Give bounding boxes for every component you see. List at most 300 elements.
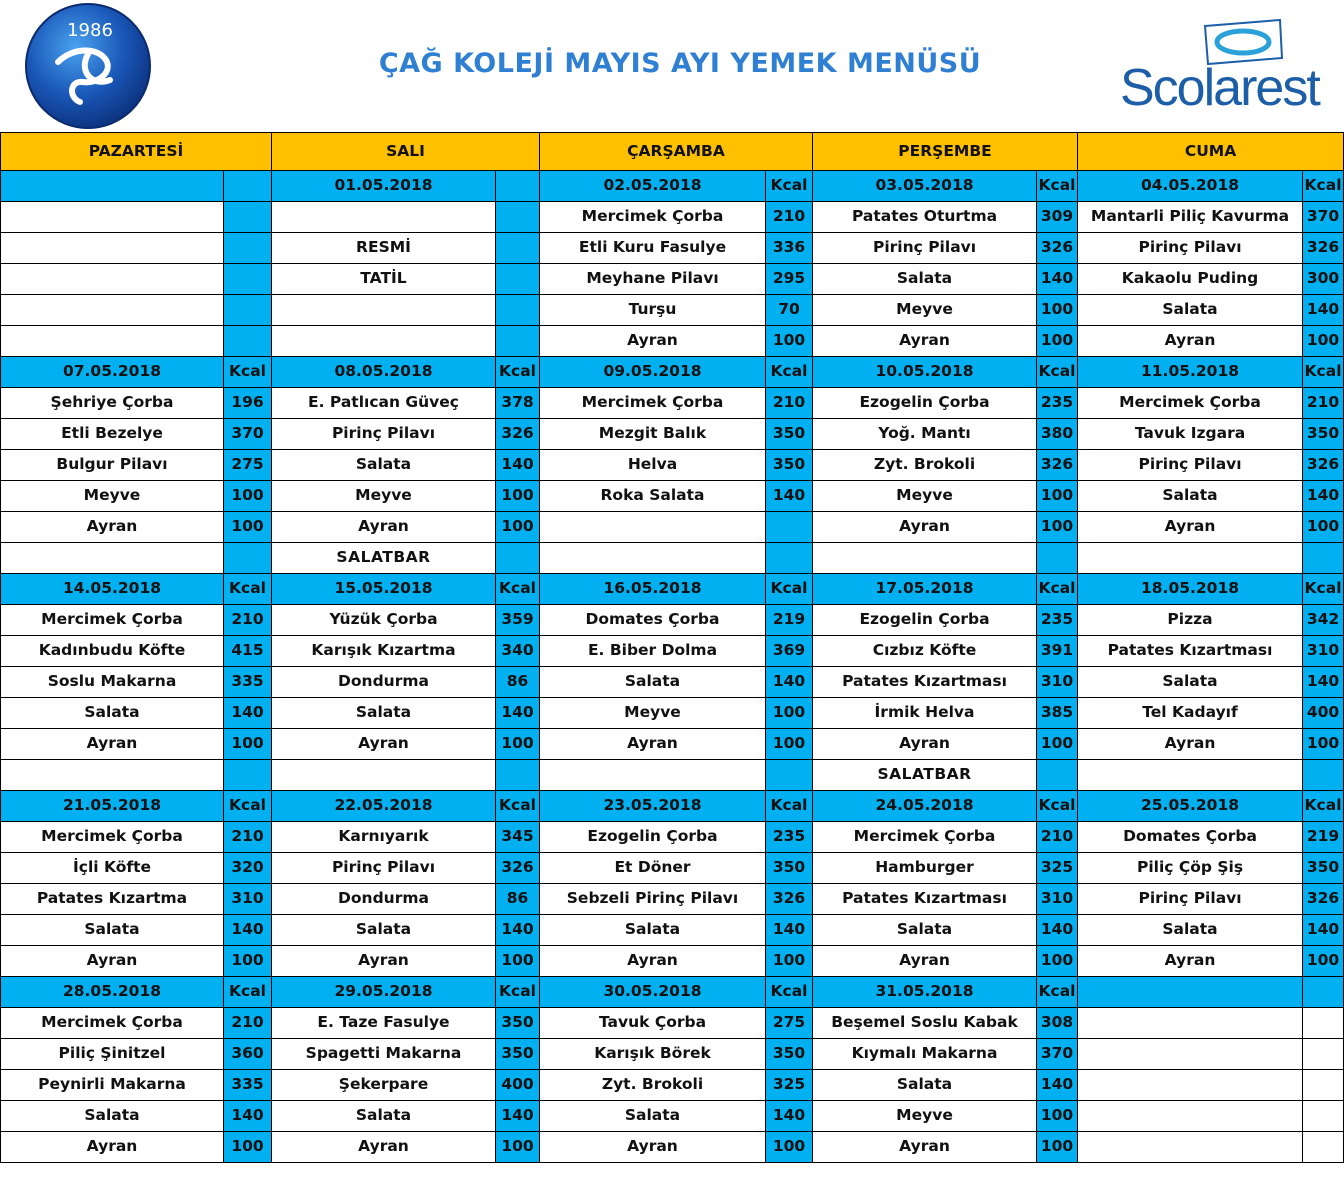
kcal-cell: 70 bbox=[766, 295, 813, 326]
kcal-cell: 320 bbox=[224, 853, 272, 884]
dish-cell: Tel Kadayıf bbox=[1078, 698, 1303, 729]
kcal-cell bbox=[1303, 760, 1344, 791]
dish-cell: Şekerpare bbox=[272, 1070, 496, 1101]
kcal-header: Kcal bbox=[1303, 357, 1344, 388]
dish-cell: Ayran bbox=[1078, 946, 1303, 977]
menu-row bbox=[1, 915, 1344, 946]
kcal-cell: 100 bbox=[224, 481, 272, 512]
brand-name: Scolarest bbox=[1120, 59, 1319, 117]
kcal-cell: 360 bbox=[224, 1039, 272, 1070]
dish-cell: Domates Çorba bbox=[540, 605, 766, 636]
dish-cell: Pirinç Pilavı bbox=[1078, 884, 1303, 915]
kcal-cell bbox=[766, 760, 813, 791]
kcal-header: Kcal bbox=[1037, 977, 1078, 1008]
kcal-cell: 140 bbox=[1037, 915, 1078, 946]
kcal-header: Kcal bbox=[766, 357, 813, 388]
kcal-cell: 310 bbox=[1037, 884, 1078, 915]
kcal-cell: 100 bbox=[1303, 512, 1344, 543]
dish-cell bbox=[272, 202, 496, 233]
dish-cell: Zyt. Brokoli bbox=[540, 1070, 766, 1101]
menu-row bbox=[1, 233, 1344, 264]
kcal-cell: 385 bbox=[1037, 698, 1078, 729]
menu-row bbox=[1, 884, 1344, 915]
kcal-header: Kcal bbox=[766, 977, 813, 1008]
dish-cell: Salata bbox=[272, 915, 496, 946]
kcal-cell: 86 bbox=[496, 667, 540, 698]
dish-cell bbox=[540, 543, 766, 574]
kcal-header: Kcal bbox=[1303, 574, 1344, 605]
dish-cell: Ayran bbox=[813, 946, 1037, 977]
menu-row bbox=[1, 636, 1344, 667]
date-row bbox=[1, 791, 1344, 822]
dish-cell: Ayran bbox=[272, 946, 496, 977]
dish-cell: Pizza bbox=[1078, 605, 1303, 636]
dish-cell: Salata bbox=[1078, 915, 1303, 946]
kcal-cell: 100 bbox=[766, 946, 813, 977]
dish-cell: Spagetti Makarna bbox=[272, 1039, 496, 1070]
dish-cell: Salata bbox=[272, 450, 496, 481]
date-cell: 29.05.2018 bbox=[272, 977, 496, 1008]
dish-cell: Ezogelin Çorba bbox=[813, 605, 1037, 636]
dish-cell: Patates Oturtma bbox=[813, 202, 1037, 233]
kcal-cell: 325 bbox=[1037, 853, 1078, 884]
kcal-cell: 210 bbox=[1037, 822, 1078, 853]
kcal-cell bbox=[224, 202, 272, 233]
dish-cell: Patates Kızartması bbox=[1078, 636, 1303, 667]
kcal-cell: 140 bbox=[496, 698, 540, 729]
kcal-cell: 210 bbox=[224, 605, 272, 636]
kcal-cell bbox=[496, 233, 540, 264]
kcal-cell: 400 bbox=[1303, 698, 1344, 729]
dish-cell bbox=[1, 233, 224, 264]
dish-cell: Ayran bbox=[813, 326, 1037, 357]
dish-cell bbox=[272, 295, 496, 326]
kcal-cell: 370 bbox=[1303, 202, 1344, 233]
menu-row bbox=[1, 481, 1344, 512]
kcal-header: Kcal bbox=[1037, 357, 1078, 388]
date-row bbox=[1, 977, 1344, 1008]
kcal-header: Kcal bbox=[766, 791, 813, 822]
dish-cell: Salata bbox=[272, 698, 496, 729]
kcal-cell: 140 bbox=[1303, 667, 1344, 698]
kcal-header bbox=[496, 171, 540, 202]
dish-cell bbox=[1078, 1132, 1303, 1163]
kcal-cell: 100 bbox=[766, 326, 813, 357]
day-header: ÇARŞAMBA bbox=[540, 133, 813, 171]
dish-cell: Ayran bbox=[540, 326, 766, 357]
dish-cell: Ayran bbox=[1078, 326, 1303, 357]
dish-cell: Zyt. Brokoli bbox=[813, 450, 1037, 481]
kcal-cell: 140 bbox=[766, 667, 813, 698]
kcal-cell: 308 bbox=[1037, 1008, 1078, 1039]
kcal-cell: 380 bbox=[1037, 419, 1078, 450]
kcal-cell bbox=[224, 233, 272, 264]
kcal-cell: 100 bbox=[224, 512, 272, 543]
kcal-cell bbox=[766, 512, 813, 543]
dish-cell: Ayran bbox=[1, 512, 224, 543]
menu-row bbox=[1, 388, 1344, 419]
kcal-cell: 400 bbox=[496, 1070, 540, 1101]
dish-cell: Meyve bbox=[813, 481, 1037, 512]
dish-cell: Ayran bbox=[272, 729, 496, 760]
kcal-cell: 326 bbox=[1037, 450, 1078, 481]
kcal-cell: 100 bbox=[1037, 729, 1078, 760]
kcal-cell: 310 bbox=[224, 884, 272, 915]
kcal-header: Kcal bbox=[766, 171, 813, 202]
kcal-cell: 140 bbox=[766, 915, 813, 946]
dish-cell: Piliç Şinitzel bbox=[1, 1039, 224, 1070]
kcal-cell: 100 bbox=[1303, 729, 1344, 760]
kcal-cell: 309 bbox=[1037, 202, 1078, 233]
kcal-cell: 235 bbox=[766, 822, 813, 853]
kcal-cell: 370 bbox=[1037, 1039, 1078, 1070]
kcal-cell: 140 bbox=[1037, 264, 1078, 295]
menu-table bbox=[0, 132, 1344, 1163]
kcal-header: Kcal bbox=[1037, 574, 1078, 605]
date-cell: 09.05.2018 bbox=[540, 357, 766, 388]
date-cell: 30.05.2018 bbox=[540, 977, 766, 1008]
dish-cell: TATİL bbox=[272, 264, 496, 295]
kcal-cell: 350 bbox=[766, 1039, 813, 1070]
dish-cell: Salata bbox=[813, 915, 1037, 946]
dish-cell bbox=[1078, 760, 1303, 791]
menu-row bbox=[1, 605, 1344, 636]
dish-cell: Ayran bbox=[1, 729, 224, 760]
kcal-cell: 140 bbox=[766, 481, 813, 512]
kcal-cell: 140 bbox=[224, 1101, 272, 1132]
date-cell: 01.05.2018 bbox=[272, 171, 496, 202]
dish-cell bbox=[272, 760, 496, 791]
kcal-cell: 326 bbox=[496, 419, 540, 450]
dish-cell bbox=[1078, 1101, 1303, 1132]
day-header-row bbox=[1, 133, 1344, 171]
date-cell: 10.05.2018 bbox=[813, 357, 1037, 388]
dish-cell bbox=[813, 543, 1037, 574]
kcal-cell: 100 bbox=[766, 698, 813, 729]
kcal-cell: 86 bbox=[496, 884, 540, 915]
date-cell: 15.05.2018 bbox=[272, 574, 496, 605]
kcal-header: Kcal bbox=[224, 357, 272, 388]
menu-row bbox=[1, 202, 1344, 233]
salatbar-note: SALATBAR bbox=[272, 543, 496, 574]
dish-cell: Yüzük Çorba bbox=[272, 605, 496, 636]
dish-cell: Ezogelin Çorba bbox=[540, 822, 766, 853]
dish-cell: Ayran bbox=[540, 946, 766, 977]
dish-cell: Salata bbox=[1, 1101, 224, 1132]
menu-row bbox=[1, 760, 1344, 791]
kcal-cell: 100 bbox=[1037, 295, 1078, 326]
dish-cell: Ayran bbox=[1078, 512, 1303, 543]
scolarest-logo bbox=[1110, 18, 1330, 128]
kcal-cell bbox=[1037, 543, 1078, 574]
kcal-cell bbox=[1303, 1132, 1344, 1163]
kcal-cell bbox=[224, 760, 272, 791]
kcal-cell: 359 bbox=[496, 605, 540, 636]
kcal-cell: 210 bbox=[224, 822, 272, 853]
dish-cell: Salata bbox=[1, 698, 224, 729]
dish-cell: Pirinç Pilavı bbox=[813, 233, 1037, 264]
menu-row bbox=[1, 326, 1344, 357]
dish-cell: Ayran bbox=[1078, 729, 1303, 760]
dish-cell: Meyhane Pilavı bbox=[540, 264, 766, 295]
dish-cell: Sebzeli Pirinç Pilavı bbox=[540, 884, 766, 915]
menu-row bbox=[1, 946, 1344, 977]
day-header: CUMA bbox=[1078, 133, 1344, 171]
menu-row bbox=[1, 853, 1344, 884]
dish-cell: Salata bbox=[540, 1101, 766, 1132]
menu-row bbox=[1, 295, 1344, 326]
kcal-cell: 335 bbox=[224, 1070, 272, 1101]
kcal-cell: 100 bbox=[1303, 946, 1344, 977]
kcal-cell bbox=[1303, 1101, 1344, 1132]
date-row bbox=[1, 171, 1344, 202]
kcal-header: Kcal bbox=[1037, 791, 1078, 822]
dish-cell bbox=[1, 760, 224, 791]
dish-cell: Turşu bbox=[540, 295, 766, 326]
kcal-cell bbox=[1303, 1008, 1344, 1039]
date-cell: 07.05.2018 bbox=[1, 357, 224, 388]
kcal-cell: 350 bbox=[1303, 853, 1344, 884]
dish-cell: Karnıyarık bbox=[272, 822, 496, 853]
kcal-cell: 140 bbox=[1303, 481, 1344, 512]
kcal-cell: 100 bbox=[766, 1132, 813, 1163]
kcal-cell bbox=[496, 295, 540, 326]
dish-cell: Meyve bbox=[813, 1101, 1037, 1132]
dish-cell: Cızbız Köfte bbox=[813, 636, 1037, 667]
kcal-cell: 325 bbox=[766, 1070, 813, 1101]
dish-cell: Pirinç Pilavı bbox=[1078, 233, 1303, 264]
day-header: PAZARTESİ bbox=[1, 133, 272, 171]
kcal-cell bbox=[224, 295, 272, 326]
kcal-header: Kcal bbox=[1303, 171, 1344, 202]
dish-cell: Karışık Börek bbox=[540, 1039, 766, 1070]
menu-row bbox=[1, 1039, 1344, 1070]
kcal-cell: 100 bbox=[224, 946, 272, 977]
dish-cell: Salata bbox=[272, 1101, 496, 1132]
date-cell: 17.05.2018 bbox=[813, 574, 1037, 605]
kcal-cell: 219 bbox=[766, 605, 813, 636]
menu-row bbox=[1, 1101, 1344, 1132]
menu-row bbox=[1, 543, 1344, 574]
kcal-header: Kcal bbox=[1037, 171, 1078, 202]
kcal-header: Kcal bbox=[496, 791, 540, 822]
menu-row bbox=[1, 1132, 1344, 1163]
kcal-cell: 140 bbox=[1303, 915, 1344, 946]
menu-row bbox=[1, 1008, 1344, 1039]
dish-cell: Mezgit Balık bbox=[540, 419, 766, 450]
date-cell: 14.05.2018 bbox=[1, 574, 224, 605]
dish-cell: Mercimek Çorba bbox=[1, 1008, 224, 1039]
kcal-cell: 140 bbox=[224, 915, 272, 946]
date-cell: 02.05.2018 bbox=[540, 171, 766, 202]
dish-cell: Salata bbox=[813, 1070, 1037, 1101]
kcal-cell: 295 bbox=[766, 264, 813, 295]
dish-cell: Patates Kızartma bbox=[1, 884, 224, 915]
date-cell: 31.05.2018 bbox=[813, 977, 1037, 1008]
dish-cell: Karışık Kızartma bbox=[272, 636, 496, 667]
kcal-cell: 326 bbox=[766, 884, 813, 915]
kcal-header: Kcal bbox=[224, 791, 272, 822]
menu-row bbox=[1, 419, 1344, 450]
kcal-cell: 369 bbox=[766, 636, 813, 667]
dish-cell: Ayran bbox=[1, 946, 224, 977]
kcal-cell: 210 bbox=[1303, 388, 1344, 419]
dish-cell: Bulgur Pilavı bbox=[1, 450, 224, 481]
dish-cell bbox=[1, 202, 224, 233]
kcal-cell: 370 bbox=[224, 419, 272, 450]
kcal-header bbox=[224, 171, 272, 202]
kcal-cell: 100 bbox=[1037, 1101, 1078, 1132]
dish-cell: Ayran bbox=[272, 512, 496, 543]
kcal-cell: 219 bbox=[1303, 822, 1344, 853]
dish-cell: Kakaolu Puding bbox=[1078, 264, 1303, 295]
kcal-cell: 326 bbox=[1037, 233, 1078, 264]
kcal-cell: 310 bbox=[1303, 636, 1344, 667]
dish-cell bbox=[1078, 543, 1303, 574]
dish-cell bbox=[1, 326, 224, 357]
kcal-cell: 310 bbox=[1037, 667, 1078, 698]
dish-cell bbox=[1078, 1039, 1303, 1070]
kcal-cell: 140 bbox=[1303, 295, 1344, 326]
date-cell: 03.05.2018 bbox=[813, 171, 1037, 202]
dish-cell: İçli Köfte bbox=[1, 853, 224, 884]
kcal-cell: 378 bbox=[496, 388, 540, 419]
dish-cell: Dondurma bbox=[272, 884, 496, 915]
kcal-cell: 300 bbox=[1303, 264, 1344, 295]
kcal-cell: 235 bbox=[1037, 388, 1078, 419]
dish-cell: Meyve bbox=[272, 481, 496, 512]
dish-cell bbox=[540, 760, 766, 791]
dish-cell: Mercimek Çorba bbox=[540, 202, 766, 233]
dish-cell: Ayran bbox=[540, 1132, 766, 1163]
dish-cell: Pirinç Pilavı bbox=[272, 419, 496, 450]
dish-cell: Dondurma bbox=[272, 667, 496, 698]
kcal-cell: 100 bbox=[1037, 1132, 1078, 1163]
kcal-cell: 326 bbox=[1303, 233, 1344, 264]
kcal-cell: 100 bbox=[496, 729, 540, 760]
dish-cell: Pirinç Pilavı bbox=[272, 853, 496, 884]
kcal-cell bbox=[224, 326, 272, 357]
menu-row bbox=[1, 450, 1344, 481]
kcal-cell bbox=[496, 326, 540, 357]
dish-cell bbox=[1, 295, 224, 326]
page-title: ÇAĞ KOLEJİ MAYIS AYI YEMEK MENÜSÜ bbox=[378, 48, 982, 79]
dish-cell: Piliç Çöp Şiş bbox=[1078, 853, 1303, 884]
dish-cell: E. Taze Fasulye bbox=[272, 1008, 496, 1039]
kcal-cell: 350 bbox=[766, 450, 813, 481]
date-cell: 16.05.2018 bbox=[540, 574, 766, 605]
kcal-cell bbox=[1303, 1039, 1344, 1070]
dish-cell: Tavuk Izgara bbox=[1078, 419, 1303, 450]
kcal-cell: 196 bbox=[224, 388, 272, 419]
date-cell: 21.05.2018 bbox=[1, 791, 224, 822]
kcal-cell: 140 bbox=[1037, 1070, 1078, 1101]
dish-cell: Salata bbox=[1078, 295, 1303, 326]
dish-cell bbox=[1078, 1008, 1303, 1039]
dish-cell bbox=[1, 543, 224, 574]
date-cell: 08.05.2018 bbox=[272, 357, 496, 388]
kcal-cell: 140 bbox=[496, 450, 540, 481]
dish-cell: E. Biber Dolma bbox=[540, 636, 766, 667]
dish-cell: Salata bbox=[540, 667, 766, 698]
dish-cell: Ezogelin Çorba bbox=[813, 388, 1037, 419]
kcal-cell: 350 bbox=[496, 1008, 540, 1039]
svg-text:1986: 1986 bbox=[67, 20, 113, 41]
dish-cell: Ayran bbox=[813, 729, 1037, 760]
dish-cell: Ayran bbox=[813, 512, 1037, 543]
kcal-header: Kcal bbox=[766, 574, 813, 605]
kcal-cell bbox=[224, 264, 272, 295]
dish-cell: Ayran bbox=[1, 1132, 224, 1163]
kcal-cell: 210 bbox=[766, 202, 813, 233]
dish-cell: Ayran bbox=[540, 729, 766, 760]
day-header: PERŞEMBE bbox=[813, 133, 1078, 171]
kcal-cell: 210 bbox=[224, 1008, 272, 1039]
kcal-cell: 235 bbox=[1037, 605, 1078, 636]
kcal-cell: 100 bbox=[224, 729, 272, 760]
kcal-cell: 210 bbox=[766, 388, 813, 419]
date-cell: 04.05.2018 bbox=[1078, 171, 1303, 202]
kcal-cell bbox=[1037, 760, 1078, 791]
dish-cell: İrmik Helva bbox=[813, 698, 1037, 729]
dish-cell: Hamburger bbox=[813, 853, 1037, 884]
kcal-cell: 100 bbox=[496, 946, 540, 977]
dish-cell: Etli Kuru Fasulye bbox=[540, 233, 766, 264]
dish-cell: Salata bbox=[1, 915, 224, 946]
date-row bbox=[1, 357, 1344, 388]
day-header: SALI bbox=[272, 133, 540, 171]
kcal-cell: 100 bbox=[496, 481, 540, 512]
dish-cell: Kıymalı Makarna bbox=[813, 1039, 1037, 1070]
kcal-cell: 140 bbox=[766, 1101, 813, 1132]
kcal-cell: 350 bbox=[1303, 419, 1344, 450]
dish-cell: Mercimek Çorba bbox=[1, 822, 224, 853]
kcal-cell: 100 bbox=[1037, 481, 1078, 512]
kcal-cell bbox=[496, 264, 540, 295]
dish-cell: Soslu Makarna bbox=[1, 667, 224, 698]
date-row bbox=[1, 574, 1344, 605]
kcal-cell: 350 bbox=[766, 419, 813, 450]
kcal-header: Kcal bbox=[224, 574, 272, 605]
kcal-cell: 350 bbox=[766, 853, 813, 884]
dish-cell: Mercimek Çorba bbox=[813, 822, 1037, 853]
dish-cell bbox=[1078, 1070, 1303, 1101]
dish-cell: Mercimek Çorba bbox=[540, 388, 766, 419]
dish-cell: Patates Kızartması bbox=[813, 884, 1037, 915]
dish-cell: Salata bbox=[1078, 481, 1303, 512]
menu-row bbox=[1, 822, 1344, 853]
dish-cell: Roka Salata bbox=[540, 481, 766, 512]
date-cell bbox=[1, 171, 224, 202]
dish-cell: Salata bbox=[813, 264, 1037, 295]
kcal-cell bbox=[224, 543, 272, 574]
menu-row bbox=[1, 1070, 1344, 1101]
kcal-cell: 140 bbox=[224, 698, 272, 729]
dish-cell: Meyve bbox=[540, 698, 766, 729]
dish-cell: Mantarli Piliç Kavurma bbox=[1078, 202, 1303, 233]
dish-cell: Şehriye Çorba bbox=[1, 388, 224, 419]
kcal-header: Kcal bbox=[496, 357, 540, 388]
dish-cell bbox=[540, 512, 766, 543]
kcal-cell bbox=[496, 202, 540, 233]
date-cell: 23.05.2018 bbox=[540, 791, 766, 822]
dish-cell: Ayran bbox=[813, 1132, 1037, 1163]
kcal-cell: 335 bbox=[224, 667, 272, 698]
kcal-cell: 140 bbox=[496, 1101, 540, 1132]
kcal-cell: 140 bbox=[496, 915, 540, 946]
dish-cell: E. Patlıcan Güveç bbox=[272, 388, 496, 419]
kcal-cell bbox=[1303, 543, 1344, 574]
